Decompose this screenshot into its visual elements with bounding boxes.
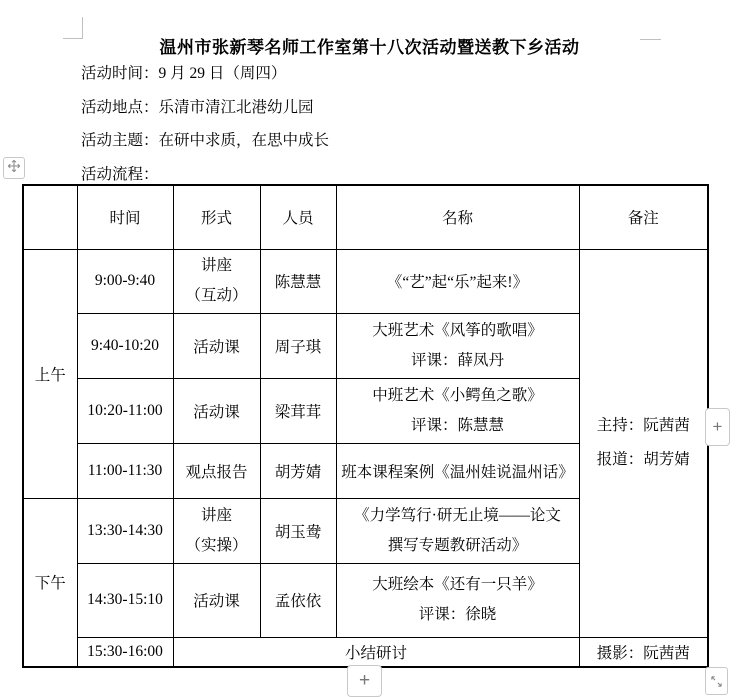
insert-row-button[interactable] [347, 665, 382, 697]
time-cell: 13:30-14:30 [77, 498, 173, 563]
name-cell: 班本课程案例《温州娃说温州话》 [336, 443, 579, 498]
form-cell: 活动课 [173, 313, 260, 378]
activity-schedule-table [22, 184, 709, 668]
header-cell-time: 时间 [77, 185, 173, 249]
table-row [23, 249, 708, 313]
form-cell: 活动课 [173, 563, 260, 637]
insert-column-button[interactable] [705, 408, 730, 446]
table-move-handle[interactable] [3, 157, 25, 179]
form-cell: 活动课 [173, 378, 260, 443]
name-cell [336, 378, 579, 443]
time-cell: 14:30-15:10 [77, 563, 173, 637]
header-cell-note: 备注 [579, 185, 708, 249]
section-label-morning: 上午 [23, 249, 77, 498]
header-row [23, 185, 708, 249]
summary-cell: 小结研讨 [173, 637, 579, 667]
move-arrows-icon [7, 159, 21, 178]
name-line: 评课：徐晓 [418, 606, 497, 623]
name-line: 大班绘本《还有一只羊》 [372, 576, 543, 593]
info-line-time: 活动时间：9 月 29 日（周四） [81, 65, 287, 82]
person-cell: 周子琪 [260, 313, 336, 378]
time-cell: 9:40-10:20 [77, 313, 173, 378]
section-label-afternoon: 下午 [23, 498, 77, 667]
header-cell-form: 形式 [173, 185, 260, 249]
note-host: 主持：阮茜茜 [596, 417, 690, 434]
note-report: 报道：胡芳婧 [596, 451, 690, 468]
form-cell: 观点报告 [173, 443, 260, 498]
info-line-flow: 活动流程： [81, 165, 159, 183]
name-line: 评课：陈慧慧 [410, 416, 504, 434]
name-line: 撰写专题教研活动》 [387, 536, 528, 554]
form-line: （实操） [185, 536, 248, 554]
notes-cell [579, 249, 708, 637]
document-info-block [81, 57, 329, 191]
header-cell-empty [23, 185, 77, 249]
name-cell: 《“艺”起“乐”起来!》 [336, 249, 579, 313]
person-cell: 胡芳婧 [260, 443, 336, 498]
person-cell: 孟依依 [260, 563, 336, 637]
person-cell: 胡玉鸯 [260, 498, 336, 563]
name-line: 评课：薛凤丹 [410, 351, 504, 369]
name-cell [336, 498, 579, 563]
time-cell: 11:00-11:30 [77, 443, 173, 498]
person-cell: 梁茸茸 [260, 378, 336, 443]
info-line-theme: 活动主题：在研中求质，在思中成长 [81, 132, 330, 149]
name-line: 大班艺术《风筝的歌唱》 [372, 321, 543, 339]
name-line: 《力学笃行·研无止境——论文 [354, 506, 561, 524]
document-title: 温州市张新琴名师工作室第十八次活动暨送教下乡活动 [159, 38, 580, 57]
header-cell-name: 名称 [336, 185, 579, 249]
person-cell: 陈慧慧 [260, 249, 336, 313]
form-line: （互动） [185, 287, 248, 304]
header-cell-person: 人员 [260, 185, 336, 249]
time-cell: 9:00-9:40 [77, 249, 173, 313]
info-line-location: 活动地点：乐清市清江北港幼儿园 [81, 98, 314, 116]
diagonal-resize-icon [710, 675, 723, 688]
table-resize-handle[interactable] [705, 667, 728, 695]
time-cell: 10:20-11:00 [77, 378, 173, 443]
name-cell [336, 313, 579, 378]
form-line: 讲座 [200, 506, 232, 524]
form-line: 讲座 [200, 257, 232, 274]
form-cell [173, 249, 260, 313]
plus-icon: + [712, 417, 723, 436]
name-cell [336, 563, 579, 637]
plus-icon: + [358, 670, 371, 691]
photo-note-cell: 摄影：阮茜茜 [579, 637, 708, 667]
name-line: 中班艺术《小鳄鱼之歌》 [372, 386, 543, 404]
time-cell: 15:30-16:00 [77, 637, 173, 667]
summary-row [23, 637, 708, 667]
form-cell [173, 498, 260, 563]
